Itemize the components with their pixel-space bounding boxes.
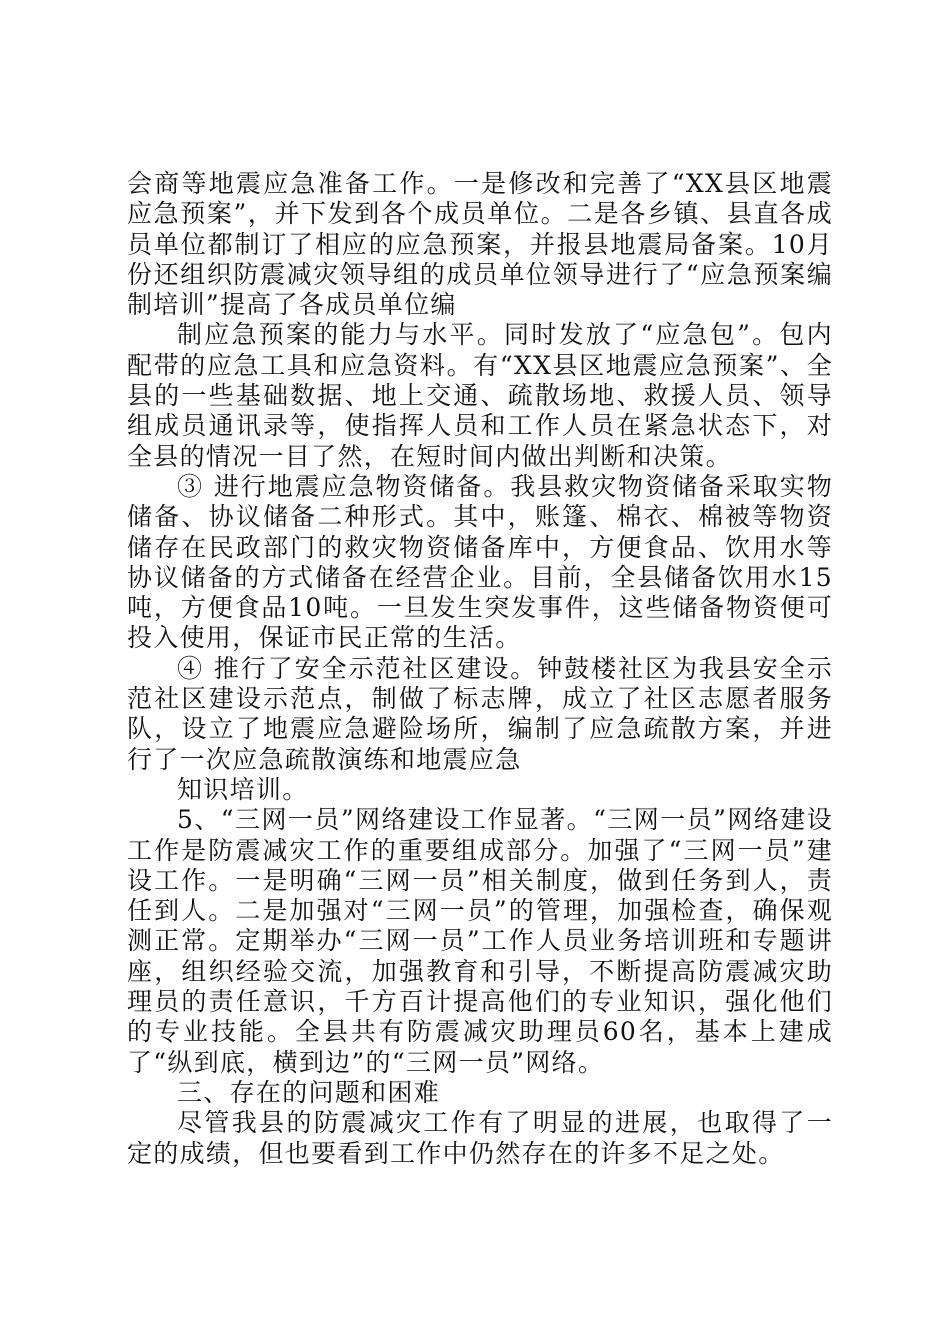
paragraph-problems-intro: 尽管我县的防震减灾工作有了明显的进展，也取得了一定的成绩，但也要看到工作中仍然存在的许多不足之处。 bbox=[127, 1108, 833, 1168]
paragraph-material-reserve: ③ 进行地震应急物资储备。我县救灾物资储备采取实物储备、协议储备二种形式。其中，账篷、棉衣、棉被等物资储存在民政部门的救灾物资储备库中，方便食品、饮用水等协议储备的方式储备在经营企业。目前，全县储备饮用水15吨，方便食品10吨。一旦发生突发事件，这些储备物资便可投入使用，保证市民正常的生活。 bbox=[127, 471, 833, 653]
section-heading-problems: 三、存在的问题和困难 bbox=[177, 1077, 441, 1107]
paragraph-knowledge-training: 知识培训。 bbox=[177, 774, 309, 804]
paragraph-safety-community: ④ 推行了安全示范社区建设。钟鼓楼社区为我县安全示范社区建设示范点，制做了标志牌，成立了社区志愿者服务队，设立了地震应急避险场所，编制了应急疏散方案，并进行了一次应急疏散演练和地震应急 bbox=[127, 653, 833, 774]
paragraph-continuation: 会商等地震应急准备工作。一是修改和完善了“XX县区地震应急预案”，并下发到各个成员单位。二是各乡镇、县直各成员单位都制订了相应的应急预案，并报县地震局备案。10月份还组织防震减灾领导组的成员单位领导进行了“应急预案编制培训”提高了各成员单位编 bbox=[127, 169, 833, 320]
paragraph-emergency-kit: 制应急预案的能力与水平。同时发放了“应急包”。包内配带的应急工具和应急资料。有“XX县区地震应急预案”、全县的一些基础数据、地上交通、疏散场地、救援人员、领导组成员通讯录等，使指挥人员和工作人员在紧急状态下，对全县的情况一目了然，在短时间内做出判断和决策。 bbox=[127, 320, 833, 471]
document-body bbox=[127, 169, 833, 1169]
paragraph-network-construction: 5、“三网一员”网络建设工作显著。“三网一员”网络建设工作是防震减灾工作的重要组成部分。加强了“三网一员”建设工作。一是明确“三网一员”相关制度，做到任务到人，责任到人。二是加强对“三网一员”的管理，加强检查，确保观测正常。定期举办“三网一员”工作人员业务培训班和专题讲座，组织经验交流，加强教育和引导，不断提高防震减灾助理员的责任意识，千方百计提高他们的专业知识，强化他们的专业技能。全县共有防震减灾助理员60名，基本上建成了“纵到底，横到边”的“三网一员”网络。 bbox=[127, 805, 833, 1077]
